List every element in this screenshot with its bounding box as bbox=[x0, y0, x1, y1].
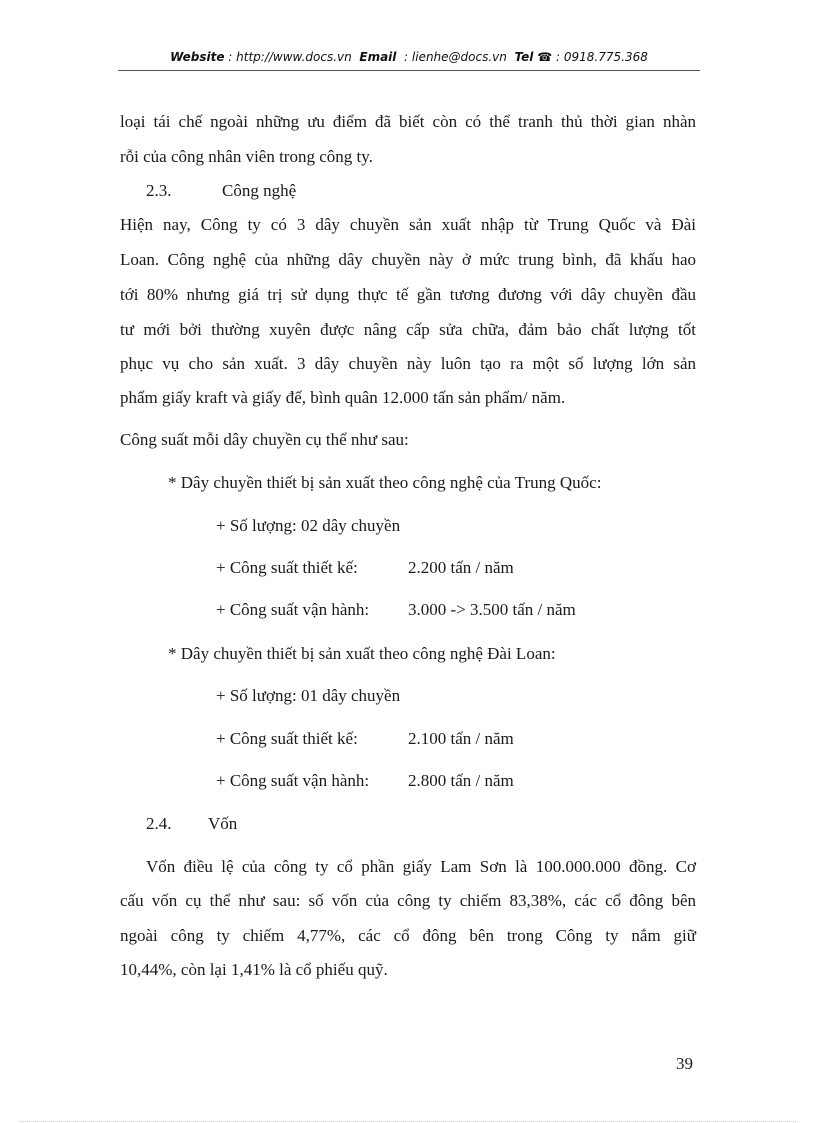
paragraph-line: tư mới bởi thường xuyên được nâng cấp sửa chữa, đảm bảo chất lượng tốt bbox=[120, 320, 696, 339]
paragraph-line: phục vụ cho sản xuất. 3 dây chuyền này luôn tạo ra một số lượng lớn sản bbox=[120, 354, 696, 373]
taiwan-quantity: + Số lượng: 01 dây chuyền bbox=[216, 686, 401, 705]
paragraph-line: cấu vốn cụ thể như sau: số vốn của công ty chiếm 83,38%, các cổ đông bên bbox=[120, 891, 696, 910]
china-quantity: + Số lượng: 02 dây chuyền bbox=[216, 516, 401, 535]
china-operating-value: 3.000 -> 3.500 tấn / năm bbox=[408, 600, 576, 619]
paragraph-line: ngoài công ty chiếm 4,77%, các cổ đông bên trong Công ty nắm giữ bbox=[120, 926, 696, 945]
taiwan-operating-value: 2.800 tấn / năm bbox=[408, 771, 514, 790]
website-url[interactable]: : http://www.docs.vn bbox=[228, 50, 352, 64]
capacity-intro: Công suất mỗi dây chuyền cụ thể như sau: bbox=[120, 430, 409, 449]
section-title: Vốn bbox=[208, 814, 238, 833]
email-address[interactable]: : lienhe@docs.vn bbox=[404, 50, 507, 64]
taiwan-line-heading: * Dây chuyền thiết bị sản xuất theo công nghệ Đài Loan: bbox=[168, 644, 556, 663]
section-number: 2.4. bbox=[146, 814, 172, 833]
china-line-heading: * Dây chuyền thiết bị sản xuất theo công nghệ của Trung Quốc: bbox=[168, 473, 602, 492]
paragraph-line: Vốn điều lệ của công ty cổ phần giấy Lam Sơn là 100.000.000 đồng. Cơ bbox=[146, 857, 696, 876]
section-title: Công nghệ bbox=[222, 181, 297, 200]
header-divider bbox=[118, 70, 700, 71]
taiwan-operating-label: + Công suất vận hành: bbox=[216, 771, 370, 790]
page-number: 39 bbox=[676, 1054, 693, 1073]
taiwan-design-label: + Công suất thiết kế: bbox=[216, 729, 358, 748]
paragraph-line: phẩm giấy kraft và giấy đế, bình quân 12.000 tấn sản phẩm/ năm. bbox=[120, 388, 566, 407]
page-bottom-border bbox=[20, 1121, 796, 1122]
paragraph-line: loại tái chế ngoài những ưu điểm đã biết còn có thể tranh thủ thời gian nhàn bbox=[120, 112, 696, 131]
paragraph-line: Hiện nay, Công ty có 3 dây chuyền sản xuất nhập từ Trung Quốc và Đài bbox=[120, 215, 696, 234]
tel-label: Tel bbox=[514, 50, 534, 64]
paragraph-line: rỗi của công nhân viên trong công ty. bbox=[120, 147, 373, 166]
taiwan-design-value: 2.100 tấn / năm bbox=[408, 729, 514, 748]
tel-number: : 0918.775.368 bbox=[556, 50, 648, 64]
paragraph-line: Loan. Công nghệ của những dây chuyền này ở mức trung bình, đã khấu hao bbox=[120, 250, 696, 269]
page-header bbox=[120, 50, 698, 64]
china-operating-label: + Công suất vận hành: bbox=[216, 600, 370, 619]
paragraph-line: tới 80% nhưng giá trị sử dụng thực tế gần tương đương với dây chuyền đầu bbox=[120, 285, 696, 304]
website-label: Website bbox=[170, 50, 225, 64]
email-label: Email bbox=[359, 50, 397, 64]
china-design-value: 2.200 tấn / năm bbox=[408, 558, 514, 577]
phone-icon: ☎ bbox=[537, 50, 553, 64]
paragraph-line: 10,44%, còn lại 1,41% là cổ phiếu quỹ. bbox=[120, 960, 388, 979]
china-design-label: + Công suất thiết kế: bbox=[216, 558, 358, 577]
section-number: 2.3. bbox=[146, 181, 172, 200]
